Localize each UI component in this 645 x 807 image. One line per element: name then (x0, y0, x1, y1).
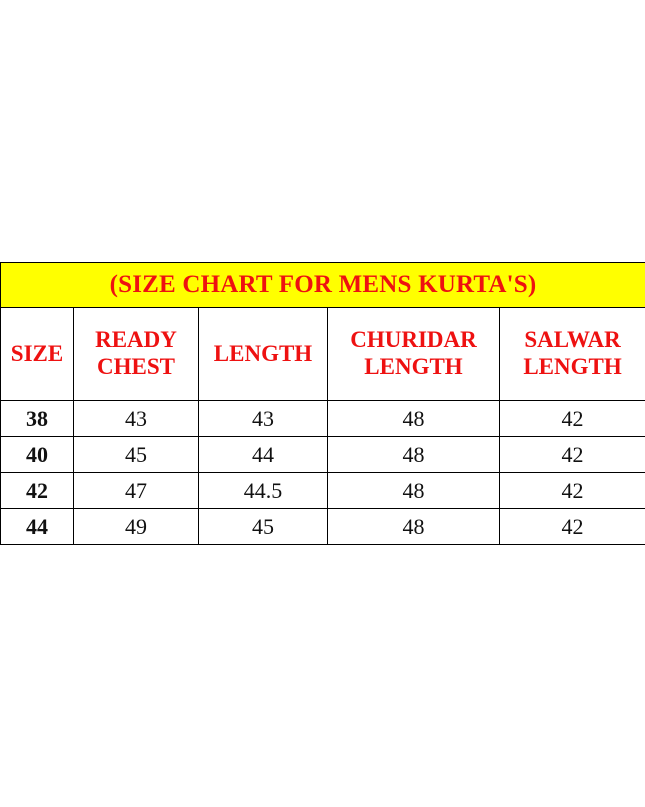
column-header-size (1, 308, 74, 401)
column-header-size-line1: SIZE (10, 340, 64, 366)
column-header-churidar-length (328, 308, 500, 401)
cell-churidar-length: 48 (328, 509, 500, 545)
cell-ready-chest: 49 (74, 509, 199, 545)
cell-salwar-length: 42 (500, 437, 645, 473)
table-title-row (1, 263, 645, 308)
cell-churidar-length: 48 (328, 437, 500, 473)
column-header-salwar-length-line1: SALWAR (524, 327, 621, 353)
cell-ready-chest: 47 (74, 473, 199, 509)
cell-size: 42 (1, 473, 74, 509)
table-row (1, 509, 645, 545)
column-header-salwar-length (500, 308, 645, 401)
chart-title: (SIZE CHART FOR MENS KURTA'S) (1, 263, 645, 308)
size-chart-container (0, 262, 645, 545)
cell-size: 40 (1, 437, 74, 473)
table-row (1, 473, 645, 509)
cell-size: 38 (1, 401, 74, 437)
size-chart-table (0, 262, 645, 545)
cell-salwar-length: 42 (500, 509, 645, 545)
cell-salwar-length: 42 (500, 473, 645, 509)
table-row (1, 401, 645, 437)
column-header-ready-chest-line2: CHEST (97, 354, 175, 379)
column-header-length (199, 308, 328, 401)
column-header-salwar-length-line2: LENGTH (523, 354, 622, 379)
cell-churidar-length: 48 (328, 473, 500, 509)
column-header-length-line1: LENGTH (213, 340, 313, 366)
cell-churidar-length: 48 (328, 401, 500, 437)
column-header-ready-chest-line1: READY (95, 327, 177, 353)
cell-size: 44 (1, 509, 74, 545)
cell-ready-chest: 43 (74, 401, 199, 437)
cell-length: 44.5 (199, 473, 328, 509)
table-header-row (1, 308, 645, 401)
column-header-churidar-length-line2: LENGTH (364, 354, 463, 379)
cell-length: 45 (199, 509, 328, 545)
cell-length: 43 (199, 401, 328, 437)
column-header-ready-chest (74, 308, 199, 401)
table-row (1, 437, 645, 473)
cell-ready-chest: 45 (74, 437, 199, 473)
cell-length: 44 (199, 437, 328, 473)
column-header-churidar-length-line1: CHURIDAR (350, 327, 477, 353)
cell-salwar-length: 42 (500, 401, 645, 437)
